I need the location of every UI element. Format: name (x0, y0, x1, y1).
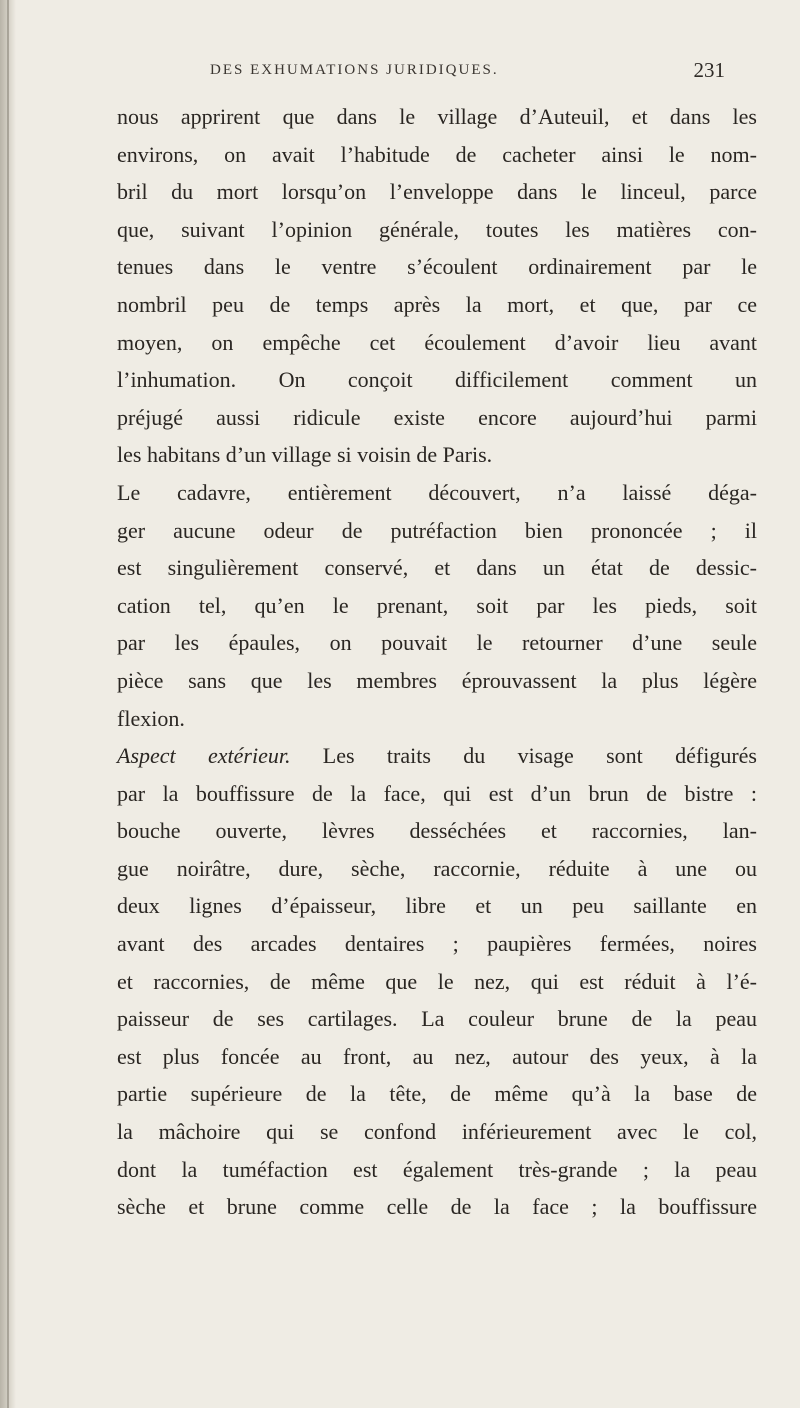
text-line: cation tel, qu’en le prenant, soit par les pieds, soit (117, 592, 757, 618)
text-line: la mâchoire qui se confond inférieurement avec le col, (117, 1119, 757, 1145)
text-line: partie supérieure de la tête, de même qu’à la base de (117, 1081, 757, 1107)
text-line: dont la tuméfaction est également très-grande ; la peau (117, 1156, 757, 1182)
binding-edge (7, 0, 9, 1408)
page-gutter (0, 0, 16, 1408)
text-line: moyen, on empêche cet écoulement d’avoir lieu avant (117, 329, 757, 355)
text-line: bril du mort lorsqu’on l’enveloppe dans le linceul, parce (117, 179, 757, 205)
running-head: DES EXHUMATIONS JURIDIQUES. (210, 62, 499, 78)
text-line: ger aucune odeur de putréfaction bien prononcée ; il (117, 517, 757, 543)
body-text (117, 98, 757, 1226)
text-line: préjugé aussi ridicule existe encore aujourd’hui parmi (117, 404, 757, 430)
page-number: 231 (693, 58, 725, 82)
text-line: Aspect extérieur. Les traits du visage sont défigurés (117, 743, 757, 769)
text-line: que, suivant l’opinion générale, toutes les matières con- (117, 216, 757, 242)
text-line: paisseur de ses cartilages. La couleur brune de la peau (117, 1006, 757, 1032)
text-line: avant des arcades dentaires ; paupières fermées, noires (117, 931, 757, 957)
text-line: tenues dans le ventre s’écoulent ordinairement par le (117, 254, 757, 280)
page-header (100, 58, 750, 88)
text-line: est plus foncée au front, au nez, autour des yeux, à la (117, 1043, 757, 1069)
text-line: pièce sans que les membres éprouvassent la plus légère (117, 667, 757, 693)
section-heading: Aspect extérieur. (117, 743, 291, 769)
text-line: gue noirâtre, dure, sèche, raccornie, réduite à une ou (117, 855, 757, 881)
text-line: bouche ouverte, lèvres desséchées et raccornies, lan- (117, 818, 757, 844)
text-line: sèche et brune comme celle de la face ; la bouffissure (117, 1194, 757, 1220)
text-line: par les épaules, on pouvait le retourner d’une seule (117, 630, 757, 656)
text-line: environs, on avait l’habitude de cacheter ainsi le nom- (117, 141, 757, 167)
text-line: l’inhumation. On conçoit difficilement comment un (117, 367, 757, 393)
text-line: deux lignes d’épaisseur, libre et un peu saillante en (117, 893, 757, 919)
text-line: et raccornies, de même que le nez, qui est réduit à l’é- (117, 968, 757, 994)
text-line: nombril peu de temps après la mort, et que, par ce (117, 291, 757, 317)
text-line: est singulièrement conservé, et dans un état de dessic- (117, 555, 757, 581)
text-line: nous apprirent que dans le village d’Auteuil, et dans les (117, 104, 757, 129)
text-line: flexion. (117, 705, 185, 731)
text-line: Le cadavre, entièrement découvert, n’a laissé déga- (117, 479, 757, 505)
text-line: les habitans d’un village si voisin de Paris. (117, 442, 493, 468)
text-line: par la bouffissure de la face, qui est d’un brun de bistre : (117, 780, 757, 806)
